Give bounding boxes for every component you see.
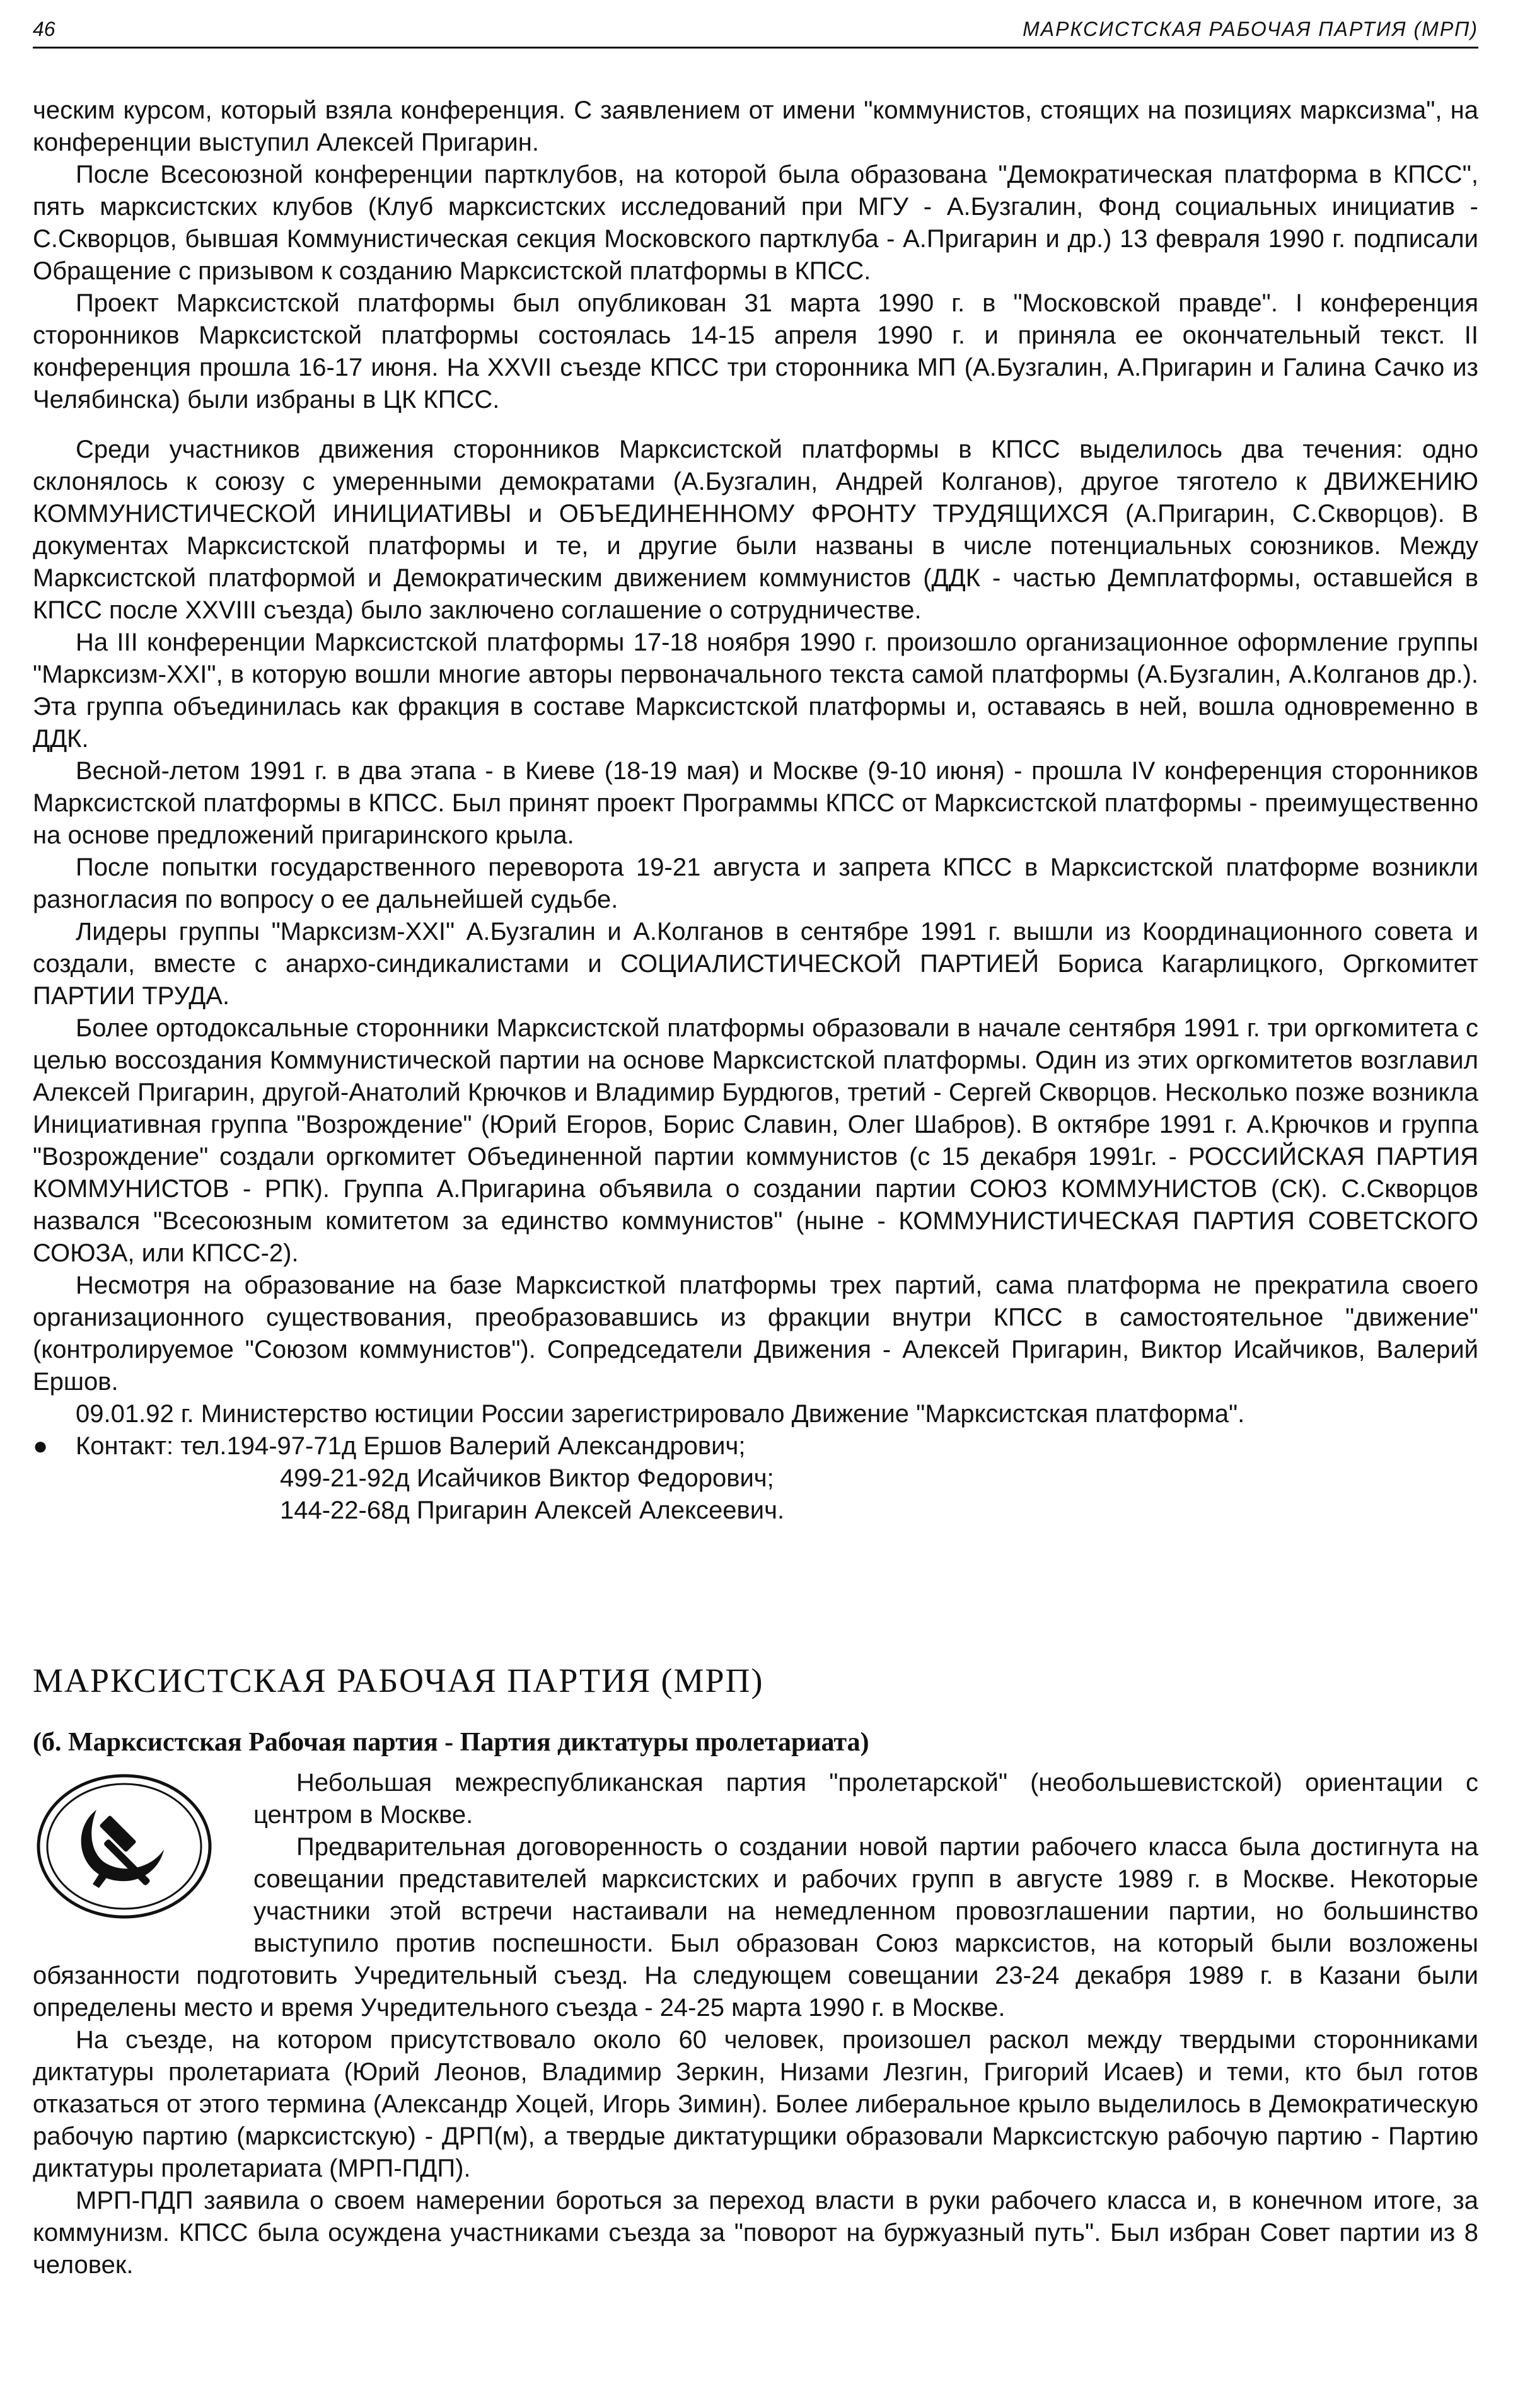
- paragraph: Небольшая межреспубликанская партия "пролетарской" (необольшевистской) ориентации с центром в Москве.: [253, 1769, 1478, 1829]
- page-header: [33, 18, 1478, 49]
- section-title: МАРКСИСТСКАЯ РАБОЧАЯ ПАРТИЯ (МРП): [33, 1662, 764, 1699]
- bullet-icon: ●: [33, 1432, 49, 1460]
- paragraph: Среди участников движения сторонников Марксистской платформы в КПСС выделилось два течения: одно склонялось к союзу с умеренными демократами (А.Бузгалин, Андрей Колганов), другое тяготело к ДВИЖЕНИЮ КОММУНИСТИЧЕСКОЙ ИНИЦИАТИВЫ и ОБЪЕДИНЕННОМУ ФРОНТУ ТРУДЯЩИХСЯ (А.Пригарин, С.Скворцов). В документах Марксистской платформы и те, и другие были названы в числе потенциальных союзников. Между Марксистской платформой и Демократическим движением коммунистов (ДДК - частью Демплатформы, оставшейся в КПСС после XXVIII съезда) было заключено соглашение о сотрудничестве.: [33, 436, 1478, 624]
- contact-row: [33, 1430, 1478, 1462]
- contact-line: 194-97-71д Ершов Валерий Александрович;: [226, 1432, 746, 1460]
- contact-row: [33, 1495, 1478, 1527]
- body-text: [33, 95, 1478, 1527]
- paragraph: Лидеры группы "Марксизм-XXI" А.Бузгалин и А.Колганов в сентябре 1991 г. вышли из Координационного совета и создали, вместе с анархо-синдикалистами и СОЦИАЛИСТИЧЕСКОЙ ПАРТИЕЙ Бориса Кагарлицкого, Оргкомитет ПАРТИИ ТРУДА.: [33, 918, 1478, 1010]
- paragraph: На съезде, на котором присутствовало около 60 человек, произошел раскол между твердыми сторонниками диктатуры пролетариата (Юрий Леонов, Владимир Зеркин, Низами Лезгин, Григорий Исаев) и теми, кто был готов отказаться от этого термина (Александр Хоцей, Игорь Зимин). Более либеральное крыло выделилось в Демократическую рабочую партию (марксистскую) - ДРП(м), а твердые диктатурщики образовали Марксистскую рабочую партию - Партию диктатуры пролетариата (МРП-ПДП).: [33, 2026, 1478, 2182]
- paragraph: После Всесоюзной конференции партклубов, на которой была образована "Демократическая платформа в КПСС", пять марксистских клубов (Клуб марксистских исследований при МГУ - А.Бузгалин, Фонд социальных инициатив - С.Скворцов, бывшая Коммунистическая секция Московского партклуба - А.Пригарин и др.) 13 февраля 1990 г. подписали Обращение с призывом к созданию Марксистской платформы в КПСС.: [33, 161, 1478, 285]
- running-title: МАРКСИСТСКАЯ РАБОЧАЯ ПАРТИЯ (МРП): [1023, 18, 1478, 40]
- emblem-spacer: [33, 1767, 253, 1937]
- paragraph-gap: [33, 416, 1478, 434]
- contact-line: 499-21-92д Исайчиков Виктор Федорович;: [280, 1464, 774, 1492]
- contact-row: [33, 1462, 1478, 1495]
- paragraph: Весной-летом 1991 г. в два этапа - в Киеве (18-19 мая) и Москве (9-10 июня) - прошла IV конференция сторонников Марксистской платформы в КПСС. Был принят проект Программы КПСС от Марксистской платформы - преимущественно на основе предложений пригаринского крыла.: [33, 757, 1478, 849]
- section-body: [33, 1767, 1478, 2281]
- paragraph: На III конференции Марксистской платформы 17-18 ноября 1990 г. произошло организационное оформление группы "Марксизм-XXI", в которую вошли многие авторы первоначального текста самой платформы (А.Бузгалин, А.Колганов др.). Эта группа объединилась как фракция в составе Марксистской платформы и, оставаясь в ней, вошла одновременно в ДДК.: [33, 628, 1478, 753]
- contact-indent: [33, 1462, 280, 1495]
- paragraph: 09.01.92 г. Министерство юстиции России зарегистрировало Движение "Марксистская платформа".: [76, 1400, 1245, 1428]
- paragraph: Несмотря на образование на базе Марксисткой платформы трех партий, сама платформа не прекратила своего организационного существования, преобразовавшись из фракции внутри КПСС в самостоятельное "движение" (контролируемое "Союзом коммунистов"). Сопредседатели Движения - Алексей Пригарин, Виктор Исайчиков, Валерий Ершов.: [33, 1271, 1478, 1396]
- contact-label: Контакт: тел.: [76, 1432, 227, 1460]
- contact-line: 144-22-68д Пригарин Алексей Алексеевич.: [280, 1496, 785, 1524]
- paragraph: ческим курсом, который взяла конференция. С заявлением от имени "коммунистов, стоящих на позициях марксизма", на конференции выступил Алексей Пригарин.: [33, 96, 1478, 156]
- section-subtitle: (б. Марксистская Рабочая партия - Партия диктатуры пролетариата): [33, 1728, 869, 1757]
- contact-block: [33, 1430, 1478, 1527]
- paragraph: После попытки государственного переворота 19-21 августа и запрета КПСС в Марксистской платформе возникли разногласия по вопросу о ее дальнейшей судьбе.: [33, 854, 1478, 913]
- paragraph: МРП-ПДП заявила о своем намерении бороться за переход власти в руки рабочего класса и, в конечном итоге, за коммунизм. КПСС была осуждена участниками съезда за "поворот на буржуазный путь". Был избран Совет партии из 8 человек.: [33, 2187, 1478, 2279]
- page-number: 46: [33, 18, 55, 40]
- paragraph: Предварительная договоренность о создании новой партии рабочего класса была достигнута на совещании представителей марксистских и рабочих групп в августе 1989 г. в Москве. Некоторые участники этой встречи настаивали на немедленном провозглашении партии, но большинство выступило против поспешности. Был образован Союз марксистов, на который были возложены обязанности подготовить Учредительный съезд. На следующем совещании 23-24 декабря 1989 г. в Казани были определены место и время Учредительного съезда - 24-25 марта 1990 г. в Москве.: [33, 1833, 1478, 2022]
- paragraph: Более ортодоксальные сторонники Марксистской платформы образовали в начале сентября 1991 г. три оргкомитета с целью воссоздания Коммунистической партии на основе Марксистской платформы. Один из этих оргкомитетов возглавил Алексей Пригарин, другой-Анатолий Крючков и Владимир Бурдюгов, третий - Сергей Скворцов. Несколько позже возникла Инициативная группа "Возрождение" (Юрий Егоров, Борис Славин, Олег Шабров). В октябре 1991 г. А.Крючков и группа "Возрождение" создали оргкомитет Объединенной партии коммунистов (с 15 декабря 1991г. - РОССИЙСКАЯ ПАРТИЯ КОММУНИСТОВ - РПК). Группа А.Пригарина объявила о создании партии СОЮЗ КОММУНИСТОВ (СК). С.Скворцов назвался "Всесоюзным комитетом за единство коммунистов" (ныне - КОММУНИСТИЧЕСКАЯ ПАРТИЯ СОВЕТСКОГО СОЮЗА, или КПСС-2).: [33, 1014, 1478, 1267]
- paragraph: Проект Марксистской платформы был опубликован 31 марта 1990 г. в "Московской правде". I конференция сторонников Марксистской платформы состоялась 14-15 апреля 1990 г. и приняла ее окончательный текст. II конференция прошла 16-17 июня. На XXVII съезде КПСС три сторонника МП (А.Бузгалин, А.Пригарин и Галина Сачко из Челябинска) были избраны в ЦК КПСС.: [33, 289, 1478, 414]
- contact-indent: [33, 1495, 280, 1527]
